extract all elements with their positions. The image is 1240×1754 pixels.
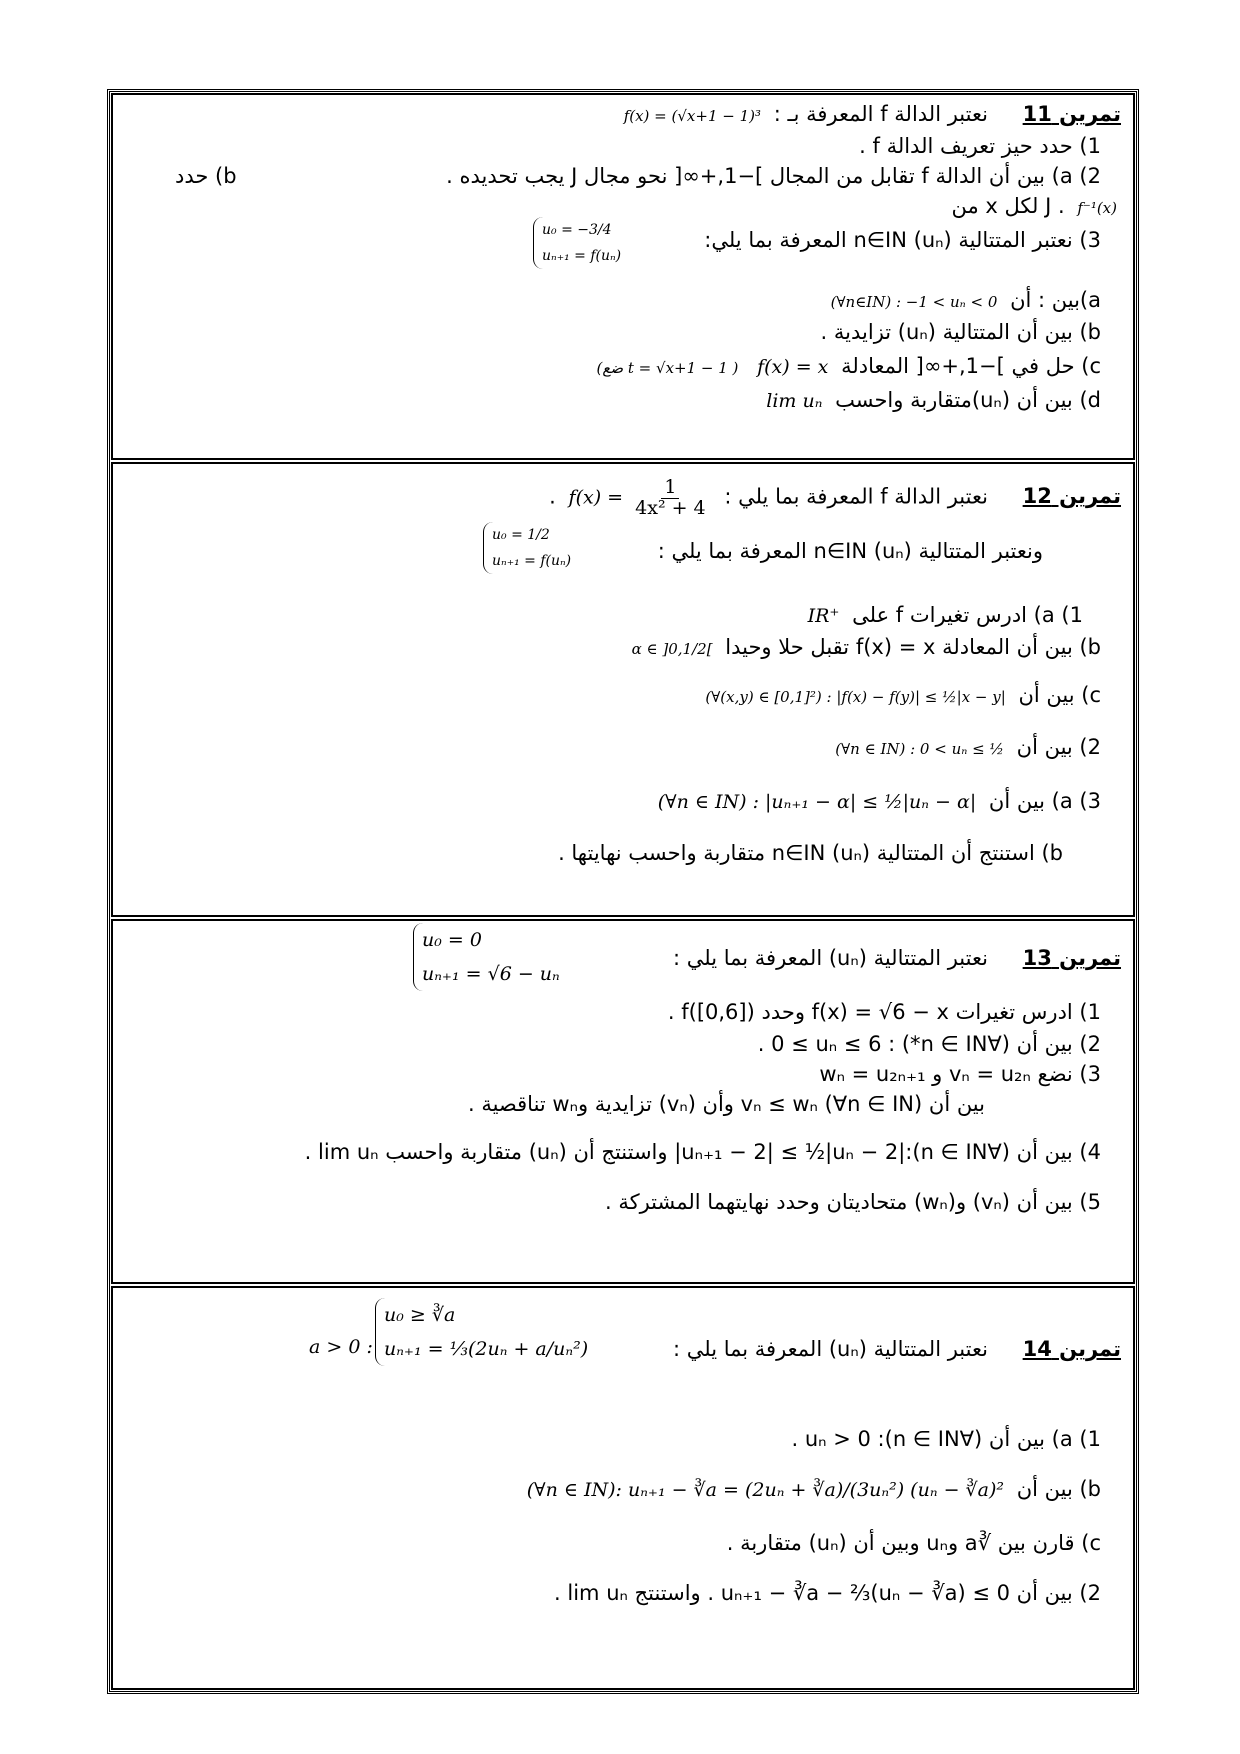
ex11-q2a-text: 2) a) بين أن الدالة f تقابل من المجال ]−1,+∞[ نحو مجال J يجب تحديده .: [446, 164, 1101, 188]
ex11-q3d-formula: lim uₙ: [766, 390, 823, 412]
ex14-title: تمرين 14: [1022, 1337, 1121, 1361]
ex14-q1b-text: b) بين أن: [1016, 1477, 1101, 1501]
ex14-system-line2: uₙ₊₁ = ⅓(2uₙ + a/uₙ²): [384, 1338, 589, 1360]
ex13-q3: 3) نضع vₙ = u₂ₙ و wₙ = u₂ₙ₊₁: [819, 1062, 1101, 1086]
ex13-header: [113, 943, 1133, 973]
ex14-q1a: 1) a) بين أن (∀n ∈ IN): uₙ > 0 .: [791, 1427, 1101, 1451]
ex11-q2b-cont: [113, 191, 1133, 223]
ex12-system-line1: u₀ = 1/2: [492, 527, 550, 543]
ex14-q1c: c) قارن بين ∛a وuₙ وبين أن (uₙ) متقاربة .: [726, 1531, 1101, 1555]
ex12-q2-text: 2) بين أن: [1016, 735, 1101, 759]
ex13-system-line2: uₙ₊₁ = √6 − uₙ: [422, 963, 560, 985]
ex11-q3a: [113, 285, 1133, 317]
ex11-system: [533, 217, 621, 269]
ex11-q3d-text: d) بين أن (uₙ)متقاربة واحسب: [835, 388, 1101, 412]
ex12-q1a-text: 1) a) ادرس تغيرات f على: [852, 603, 1083, 627]
ex11-q2b: b) حدد: [175, 164, 237, 188]
ex12-intro-formula: [569, 478, 712, 519]
ex12-title: تمرين 12: [1022, 484, 1121, 509]
ex12-q2-formula: (∀n ∈ IN) : 0 < uₙ ≤ ½: [835, 740, 1004, 758]
ex11-q2a: [113, 161, 1133, 191]
ex11-q2b-formula: f⁻¹(x): [1077, 199, 1117, 217]
ex13-q3b: بين أن vₙ ≤ wₙ (∀n ∈ IN) وأن (vₙ) تزايدية وwₙ تناقصية .: [467, 1092, 985, 1116]
ex12-q1c-formula: (∀(x,y) ∈ [0,1]²) : |f(x) − f(y)| ≤ ½|x − y|: [705, 688, 1006, 706]
ex13-system-line1: u₀ = 0: [422, 929, 482, 951]
ex12-q1a: [113, 600, 1133, 631]
ex11-q3c-text: c) حل في ]−1,+∞[ المعادلة: [841, 354, 1101, 378]
ex11-q3a-text: a)بين : أن: [1010, 288, 1101, 312]
ex12-header: تمرين 12 نعتبر الدالة f المعرفة بما يلي : f(x) = $\frac{1}{\text{4x² + 4}}$ .: [549, 476, 1121, 519]
ex13-q5: 5) بين أن (vₙ) و(wₙ) متحاديتان وحدد نهايتهما المشتركة .: [604, 1190, 1101, 1214]
ex11-q1: 1) حدد حيز تعريف الدالة f .: [859, 134, 1101, 158]
exercise-13: [111, 919, 1135, 1284]
ex12-intro: نعتبر الدالة f المعرفة بما يلي :: [724, 484, 988, 509]
ex13-q2: 2) بين أن (∀n ∈ IN*) : 0 ≤ uₙ ≤ 6 .: [757, 1032, 1101, 1056]
ex12-q1b-text: b) بين أن المعادلة f(x) = x تقبل حلا وحيدا: [725, 635, 1101, 659]
ex12-q1b-formula: α ∈ ]0,1/2[: [631, 640, 713, 658]
ex11-title: تمرين 11: [1022, 102, 1121, 126]
ex14-system-line1: u₀ ≥ ∛a: [384, 1304, 456, 1326]
ex11-q3b: b) بين أن المتتالية (uₙ) تزايدية .: [820, 320, 1101, 344]
ex13-q1: 1) ادرس تغيرات f(x) = √6 − x وحدد f([0,6]) .: [667, 1000, 1101, 1024]
ex12-q3b: b) استنتج أن المتتالية (uₙ) n∈IN متقاربة واحسب نهايتها .: [558, 841, 1063, 865]
ex12-intro-fraction: [632, 478, 709, 519]
ex11-q3c-formula: f(x) = x: [757, 356, 829, 378]
ex11-q3c-hint: (ضع t = √x+1 − 1 ): [596, 359, 739, 377]
ex12-q3a: [113, 786, 1133, 817]
ex14-condition: a > 0 :: [309, 1336, 373, 1358]
ex12-q3a-formula: (∀n ∈ IN) : |uₙ₊₁ − α| ≤ ½|uₙ − α|: [657, 791, 977, 813]
ex11-q3d: [113, 385, 1133, 416]
ex12-intro-formula-left: f(x) =: [568, 486, 624, 509]
ex11-intro-formula: f(x) = (√x+1 − 1)³: [623, 107, 762, 125]
ex11-intro: نعتبر الدالة f المعرفة بـ :: [773, 102, 988, 126]
ex14-q1b-formula: (∀n ∈ IN): uₙ₊₁ − ∛a = (2uₙ + ∛a)/(3uₙ²) (uₙ − ∛a)²: [526, 1479, 1004, 1501]
ex11-q2b-cont-text: . J لكل x من: [951, 194, 1065, 218]
ex12-intro-den: 4x² + 4: [635, 496, 706, 519]
ex12-seq: ونعتبر المتتالية (uₙ) n∈IN المعرفة بما يلي :: [657, 539, 1043, 563]
exercise-12: [111, 462, 1135, 917]
ex14-header: [113, 1334, 1133, 1364]
ex12-system-line2: uₙ₊₁ = f(uₙ): [492, 553, 572, 569]
ex11-q3a-formula: (∀n∈IN) : −1 < uₙ < 0: [830, 293, 998, 311]
ex11-q3: 3) نعتبر المتتالية (uₙ) n∈IN المعرفة بما يلي:: [704, 228, 1101, 252]
ex12-system: [483, 522, 571, 574]
ex11-header: [113, 99, 1133, 131]
ex14-q1b: [113, 1474, 1133, 1505]
ex14-system: [375, 1298, 588, 1366]
ex13-title: تمرين 13: [1022, 946, 1121, 970]
exercise-14: [111, 1286, 1135, 1690]
ex12-q1c-text: c) بين أن: [1018, 683, 1101, 707]
ex11-system-line2: uₙ₊₁ = f(uₙ): [542, 248, 622, 264]
ex12-q2: [113, 732, 1133, 764]
ex11-q3c: [113, 351, 1133, 383]
ex12-q1c: [113, 680, 1133, 712]
ex12-q1a-formula: IR⁺: [807, 605, 840, 627]
ex12-q3a-text: 3) a) بين أن: [988, 789, 1101, 813]
exercise-11: [111, 93, 1135, 460]
ex14-q2: 2) بين أن uₙ₊₁ − ∛a − ⅔(uₙ − ∛a) ≤ 0 . واستنتج lim uₙ .: [554, 1581, 1101, 1605]
ex13-system: [413, 923, 560, 991]
ex14-intro: نعتبر المتتالية (uₙ) المعرفة بما يلي :: [672, 1337, 988, 1361]
ex13-intro: نعتبر المتتالية (uₙ) المعرفة بما يلي :: [672, 946, 988, 970]
ex13-q4: 4) بين أن (∀n ∈ IN):|uₙ₊₁ − 2| ≤ ½|uₙ − 2| واستنتج أن (uₙ) متقاربة واحسب lim uₙ .: [304, 1140, 1101, 1164]
ex12-intro-num: 1: [661, 478, 679, 499]
ex12-q1b: [113, 632, 1133, 664]
ex11-system-line1: u₀ = −3/4: [542, 222, 612, 238]
